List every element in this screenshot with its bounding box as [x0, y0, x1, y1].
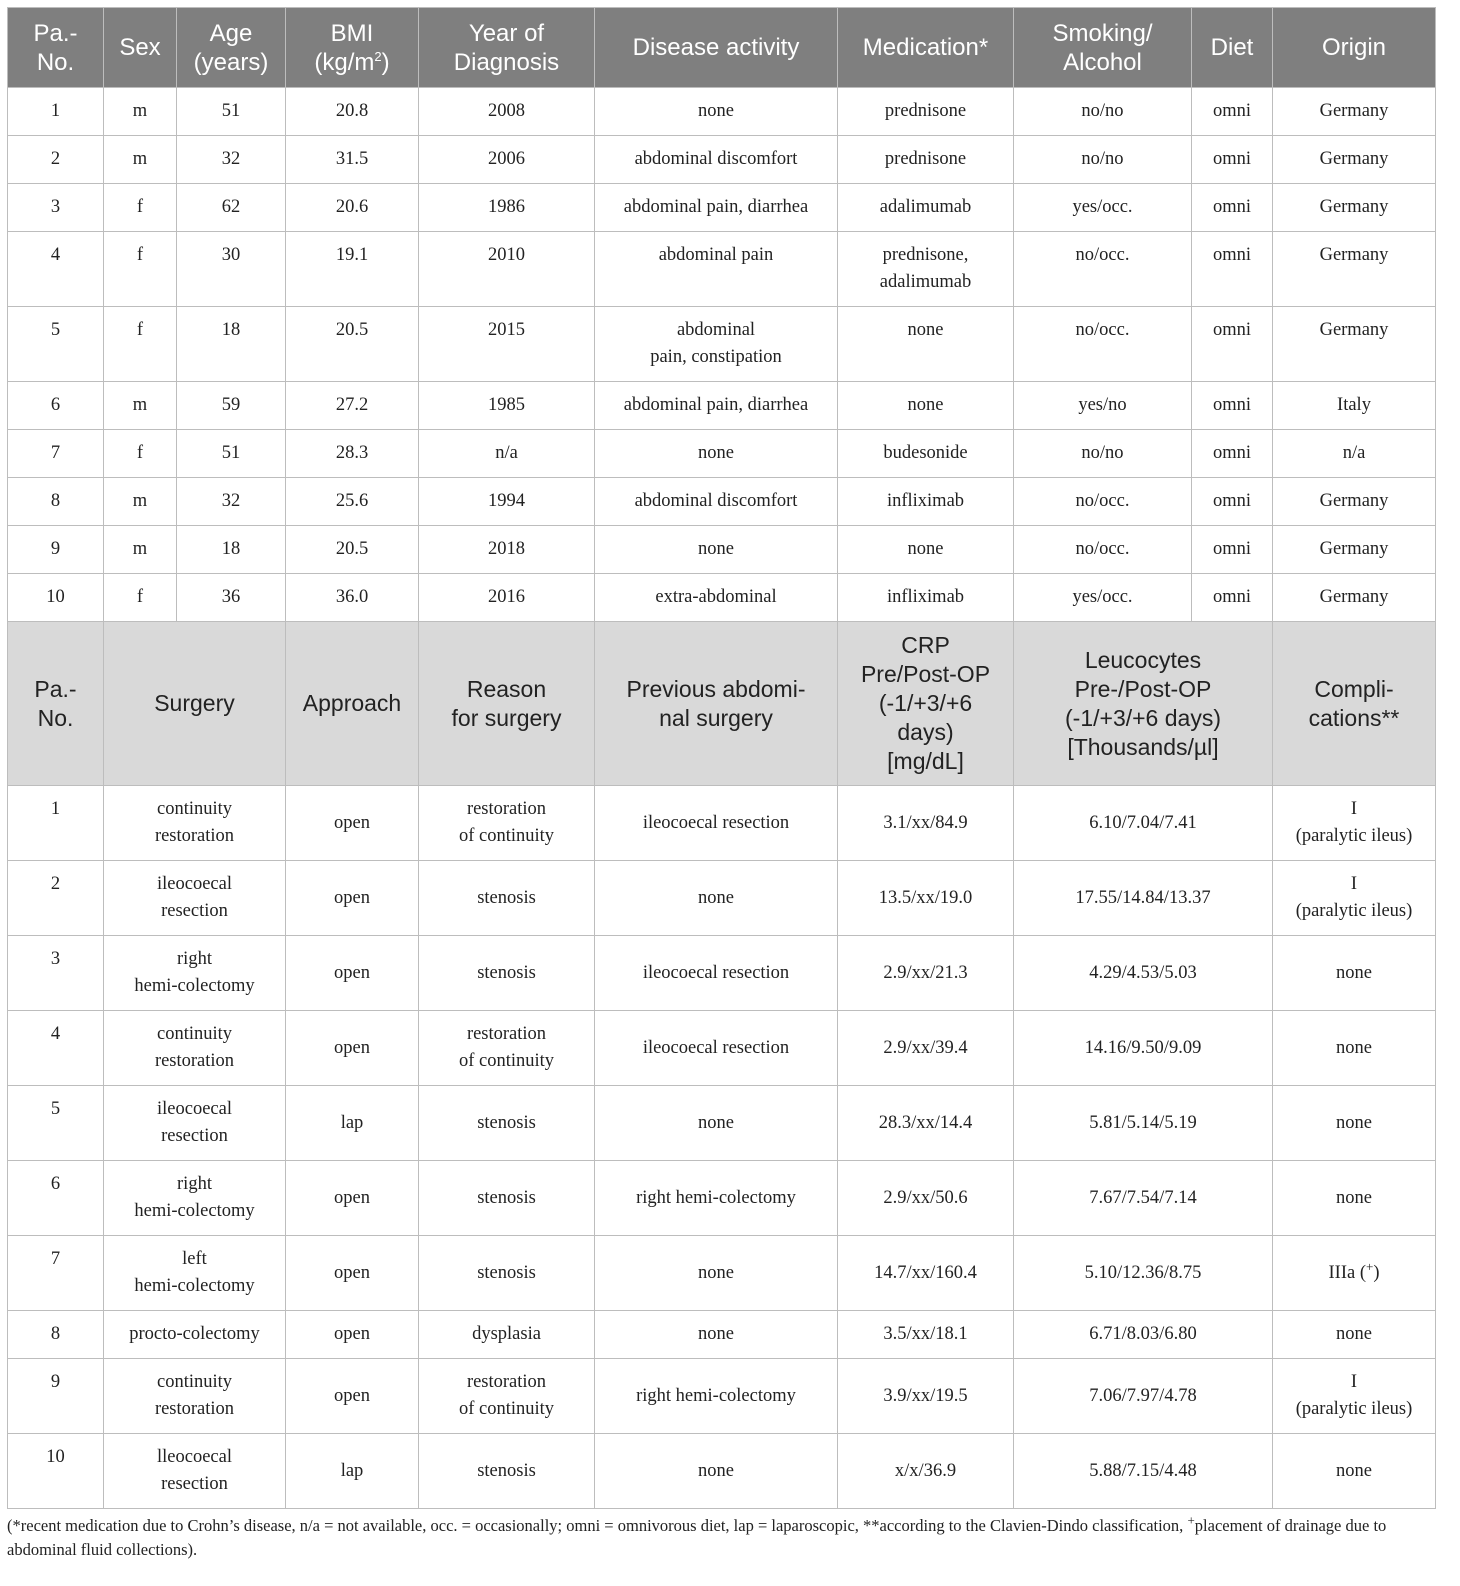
table1-row — [8, 526, 1436, 574]
previous-surgery-cell: ileocoecal resection — [595, 1011, 838, 1086]
year-cell: 2016 — [419, 574, 595, 622]
table2-header-row — [8, 622, 1436, 786]
table1-header-row — [8, 8, 1436, 88]
diet-cell: omni — [1192, 430, 1273, 478]
crp-cell: x/x/36.9 — [838, 1434, 1014, 1509]
patient-no-cell: 9 — [8, 1359, 104, 1434]
bmi-cell: 28.3 — [286, 430, 419, 478]
patient-no-cell: 10 — [8, 574, 104, 622]
patient-no-cell: 2 — [8, 136, 104, 184]
complications-cell: I (paralytic ileus) — [1273, 786, 1436, 861]
surgery-cell: procto-colectomy — [104, 1311, 286, 1359]
patient-no-cell: 1 — [8, 88, 104, 136]
reason-cell: stenosis — [419, 1086, 595, 1161]
previous-surgery-cell: none — [595, 1236, 838, 1311]
complications-cell: none — [1273, 1311, 1436, 1359]
medication-cell: none — [838, 382, 1014, 430]
table2-row — [8, 786, 1436, 861]
reason-cell: stenosis — [419, 1161, 595, 1236]
table2-row — [8, 1434, 1436, 1509]
patient-no-cell: 4 — [8, 1011, 104, 1086]
bmi-cell: 20.6 — [286, 184, 419, 232]
smoking-alcohol-cell: no/occ. — [1014, 526, 1192, 574]
crp-cell: 14.7/xx/160.4 — [838, 1236, 1014, 1311]
leucocytes-cell: 6.71/8.03/6.80 — [1014, 1311, 1273, 1359]
table1-row — [8, 574, 1436, 622]
header-medication: Medication* — [838, 8, 1014, 88]
medication-cell: prednisone — [838, 136, 1014, 184]
age-cell: 62 — [177, 184, 286, 232]
medication-cell: infliximab — [838, 574, 1014, 622]
diet-cell: omni — [1192, 232, 1273, 307]
disease-activity-cell: none — [595, 88, 838, 136]
patient-no-cell: 10 — [8, 1434, 104, 1509]
crp-cell: 3.9/xx/19.5 — [838, 1359, 1014, 1434]
smoking-alcohol-cell: no/no — [1014, 88, 1192, 136]
previous-surgery-cell: none — [595, 1434, 838, 1509]
approach-cell: open — [286, 936, 419, 1011]
complications-cell: none — [1273, 1161, 1436, 1236]
bmi-cell: 36.0 — [286, 574, 419, 622]
bmi-cell: 27.2 — [286, 382, 419, 430]
header-leucocytes: Leucocytes Pre-/Post-OP (-1/+3/+6 days) [Thousands/µl] — [1014, 622, 1273, 786]
header-year-of-diagnosis: Year of Diagnosis — [419, 8, 595, 88]
medication-cell: none — [838, 307, 1014, 382]
header-sex: Sex — [104, 8, 177, 88]
leucocytes-cell: 5.81/5.14/5.19 — [1014, 1086, 1273, 1161]
age-cell: 51 — [177, 430, 286, 478]
table-footnote: (*recent medication due to Crohn’s disease, n/a = not available, occ. = occasionally; omni = omnivorous diet, lap = laparoscopic, **according to the Clavien-Dindo classification, +placement of drainage due to abdominal fluid collections). — [7, 1512, 1387, 1559]
table2-row — [8, 936, 1436, 1011]
previous-surgery-cell: none — [595, 1311, 838, 1359]
origin-cell: Germany — [1273, 574, 1436, 622]
leucocytes-cell: 5.88/7.15/4.48 — [1014, 1434, 1273, 1509]
table1-row — [8, 136, 1436, 184]
origin-cell: Germany — [1273, 526, 1436, 574]
crp-cell: 3.1/xx/84.9 — [838, 786, 1014, 861]
sex-cell: f — [104, 430, 177, 478]
patient-no-cell: 1 — [8, 786, 104, 861]
previous-surgery-cell: none — [595, 1086, 838, 1161]
smoking-alcohol-cell: no/no — [1014, 430, 1192, 478]
origin-cell: Italy — [1273, 382, 1436, 430]
diet-cell: omni — [1192, 136, 1273, 184]
disease-activity-cell: none — [595, 430, 838, 478]
patient-no-cell: 7 — [8, 1236, 104, 1311]
surgery-cell: left hemi-colectomy — [104, 1236, 286, 1311]
medication-cell: infliximab — [838, 478, 1014, 526]
approach-cell: open — [286, 1236, 419, 1311]
diet-cell: omni — [1192, 307, 1273, 382]
smoking-alcohol-cell: no/occ. — [1014, 232, 1192, 307]
diet-cell: omni — [1192, 184, 1273, 232]
bmi-cell: 25.6 — [286, 478, 419, 526]
leucocytes-cell: 7.06/7.97/4.78 — [1014, 1359, 1273, 1434]
year-cell: 1994 — [419, 478, 595, 526]
crp-cell: 2.9/xx/21.3 — [838, 936, 1014, 1011]
header-approach: Approach — [286, 622, 419, 786]
header-reason-for-surgery: Reason for surgery — [419, 622, 595, 786]
patient-no-cell: 7 — [8, 430, 104, 478]
table2-row — [8, 1311, 1436, 1359]
reason-cell: dysplasia — [419, 1311, 595, 1359]
approach-cell: open — [286, 1311, 419, 1359]
previous-surgery-cell: right hemi-colectomy — [595, 1161, 838, 1236]
disease-activity-cell: abdominal discomfort — [595, 478, 838, 526]
age-cell: 51 — [177, 88, 286, 136]
table1-row — [8, 307, 1436, 382]
previous-surgery-cell: none — [595, 861, 838, 936]
complications-cell: none — [1273, 1011, 1436, 1086]
bmi-cell: 20.8 — [286, 88, 419, 136]
diet-cell: omni — [1192, 526, 1273, 574]
patient-no-cell: 3 — [8, 184, 104, 232]
crp-cell: 2.9/xx/39.4 — [838, 1011, 1014, 1086]
surgery-cell: right hemi-colectomy — [104, 936, 286, 1011]
age-cell: 59 — [177, 382, 286, 430]
leucocytes-cell: 14.16/9.50/9.09 — [1014, 1011, 1273, 1086]
medication-cell: adalimumab — [838, 184, 1014, 232]
approach-cell: open — [286, 1161, 419, 1236]
header-smoking-alcohol: Smoking/ Alcohol — [1014, 8, 1192, 88]
approach-cell: open — [286, 861, 419, 936]
sex-cell: f — [104, 232, 177, 307]
disease-activity-cell: none — [595, 526, 838, 574]
age-cell: 18 — [177, 307, 286, 382]
previous-surgery-cell: ileocoecal resection — [595, 936, 838, 1011]
header-surgery: Surgery — [104, 622, 286, 786]
table1-row — [8, 184, 1436, 232]
diet-cell: omni — [1192, 88, 1273, 136]
table2-row — [8, 1161, 1436, 1236]
patient-no-cell: 6 — [8, 1161, 104, 1236]
origin-cell: Germany — [1273, 88, 1436, 136]
sex-cell: f — [104, 184, 177, 232]
table1-row — [8, 478, 1436, 526]
table1-row — [8, 382, 1436, 430]
header-origin: Origin — [1273, 8, 1436, 88]
complications-cell: IIIa (+) — [1273, 1236, 1436, 1311]
origin-cell: n/a — [1273, 430, 1436, 478]
origin-cell: Germany — [1273, 184, 1436, 232]
patient-no-cell: 8 — [8, 478, 104, 526]
crp-cell: 2.9/xx/50.6 — [838, 1161, 1014, 1236]
disease-activity-cell: abdominal pain, diarrhea — [595, 184, 838, 232]
crp-cell: 13.5/xx/19.0 — [838, 861, 1014, 936]
reason-cell: restoration of continuity — [419, 1011, 595, 1086]
bmi-cell: 31.5 — [286, 136, 419, 184]
patient-no-cell: 2 — [8, 861, 104, 936]
patient-characteristics-table — [7, 7, 1436, 1509]
patient-no-cell: 5 — [8, 1086, 104, 1161]
patient-no-cell: 6 — [8, 382, 104, 430]
crp-cell: 3.5/xx/18.1 — [838, 1311, 1014, 1359]
patient-no-cell: 4 — [8, 232, 104, 307]
reason-cell: stenosis — [419, 1236, 595, 1311]
year-cell: 1985 — [419, 382, 595, 430]
patient-no-cell: 3 — [8, 936, 104, 1011]
diet-cell: omni — [1192, 382, 1273, 430]
leucocytes-cell: 4.29/4.53/5.03 — [1014, 936, 1273, 1011]
approach-cell: lap — [286, 1434, 419, 1509]
diet-cell: omni — [1192, 478, 1273, 526]
leucocytes-cell: 7.67/7.54/7.14 — [1014, 1161, 1273, 1236]
surgery-cell: lleocoecal resection — [104, 1434, 286, 1509]
bmi-cell: 20.5 — [286, 526, 419, 574]
table1-row — [8, 232, 1436, 307]
table2-row — [8, 1359, 1436, 1434]
medication-cell: prednisone, adalimumab — [838, 232, 1014, 307]
reason-cell: stenosis — [419, 861, 595, 936]
header-crp: CRP Pre/Post-OP (-1/+3/+6 days) [mg/dL] — [838, 622, 1014, 786]
header2-pa-no: Pa.- No. — [8, 622, 104, 786]
age-cell: 36 — [177, 574, 286, 622]
surgery-cell: continuity restoration — [104, 1359, 286, 1434]
sex-cell: m — [104, 382, 177, 430]
smoking-alcohol-cell: yes/occ. — [1014, 574, 1192, 622]
sex-cell: m — [104, 136, 177, 184]
year-cell: 2010 — [419, 232, 595, 307]
year-cell: 2006 — [419, 136, 595, 184]
surgery-cell: continuity restoration — [104, 786, 286, 861]
approach-cell: lap — [286, 1086, 419, 1161]
disease-activity-cell: extra-abdominal — [595, 574, 838, 622]
table1-row — [8, 88, 1436, 136]
origin-cell: Germany — [1273, 478, 1436, 526]
leucocytes-cell: 17.55/14.84/13.37 — [1014, 861, 1273, 936]
patient-no-cell: 9 — [8, 526, 104, 574]
approach-cell: open — [286, 1359, 419, 1434]
header-disease-activity: Disease activity — [595, 8, 838, 88]
table1-row — [8, 430, 1436, 478]
smoking-alcohol-cell: no/occ. — [1014, 478, 1192, 526]
reason-cell: stenosis — [419, 1434, 595, 1509]
leucocytes-cell: 6.10/7.04/7.41 — [1014, 786, 1273, 861]
year-cell: 2008 — [419, 88, 595, 136]
sex-cell: m — [104, 88, 177, 136]
disease-activity-cell: abdominal discomfort — [595, 136, 838, 184]
previous-surgery-cell: ileocoecal resection — [595, 786, 838, 861]
approach-cell: open — [286, 786, 419, 861]
origin-cell: Germany — [1273, 307, 1436, 382]
disease-activity-cell: abdominal pain, constipation — [595, 307, 838, 382]
age-cell: 32 — [177, 478, 286, 526]
sex-cell: m — [104, 478, 177, 526]
approach-cell: open — [286, 1011, 419, 1086]
surgery-cell: continuity restoration — [104, 1011, 286, 1086]
origin-cell: Germany — [1273, 136, 1436, 184]
leucocytes-cell: 5.10/12.36/8.75 — [1014, 1236, 1273, 1311]
year-cell: 2015 — [419, 307, 595, 382]
header-complications: Compli- cations** — [1273, 622, 1436, 786]
sex-cell: f — [104, 307, 177, 382]
medication-cell: none — [838, 526, 1014, 574]
reason-cell: restoration of continuity — [419, 1359, 595, 1434]
bmi-cell: 20.5 — [286, 307, 419, 382]
complications-cell: none — [1273, 1434, 1436, 1509]
complications-cell: I (paralytic ileus) — [1273, 1359, 1436, 1434]
year-cell: 2018 — [419, 526, 595, 574]
smoking-alcohol-cell: no/no — [1014, 136, 1192, 184]
table2-row — [8, 861, 1436, 936]
medication-cell: budesonide — [838, 430, 1014, 478]
disease-activity-cell: abdominal pain, diarrhea — [595, 382, 838, 430]
table2-row — [8, 1236, 1436, 1311]
complications-cell: I (paralytic ileus) — [1273, 861, 1436, 936]
smoking-alcohol-cell: no/occ. — [1014, 307, 1192, 382]
year-cell: 1986 — [419, 184, 595, 232]
bmi-cell: 19.1 — [286, 232, 419, 307]
diet-cell: omni — [1192, 574, 1273, 622]
header-diet: Diet — [1192, 8, 1273, 88]
header-previous-abdominal-surgery: Previous abdomi- nal surgery — [595, 622, 838, 786]
surgery-cell: ileocoecal resection — [104, 1086, 286, 1161]
sex-cell: m — [104, 526, 177, 574]
origin-cell: Germany — [1273, 232, 1436, 307]
previous-surgery-cell: right hemi-colectomy — [595, 1359, 838, 1434]
patient-no-cell: 8 — [8, 1311, 104, 1359]
reason-cell: restoration of continuity — [419, 786, 595, 861]
smoking-alcohol-cell: yes/no — [1014, 382, 1192, 430]
patient-no-cell: 5 — [8, 307, 104, 382]
table2-row — [8, 1086, 1436, 1161]
reason-cell: stenosis — [419, 936, 595, 1011]
age-cell: 18 — [177, 526, 286, 574]
disease-activity-cell: abdominal pain — [595, 232, 838, 307]
surgery-cell: right hemi-colectomy — [104, 1161, 286, 1236]
header-age: Age (years) — [177, 8, 286, 88]
crp-cell: 28.3/xx/14.4 — [838, 1086, 1014, 1161]
complications-cell: none — [1273, 1086, 1436, 1161]
age-cell: 30 — [177, 232, 286, 307]
header-pa-no: Pa.- No. — [8, 8, 104, 88]
header-bmi: BMI $(kg/m^2)$ — [286, 8, 419, 88]
sex-cell: f — [104, 574, 177, 622]
age-cell: 32 — [177, 136, 286, 184]
complications-cell: none — [1273, 936, 1436, 1011]
medication-cell: prednisone — [838, 88, 1014, 136]
table2-row — [8, 1011, 1436, 1086]
year-cell: n/a — [419, 430, 595, 478]
smoking-alcohol-cell: yes/occ. — [1014, 184, 1192, 232]
surgery-cell: ileocoecal resection — [104, 861, 286, 936]
